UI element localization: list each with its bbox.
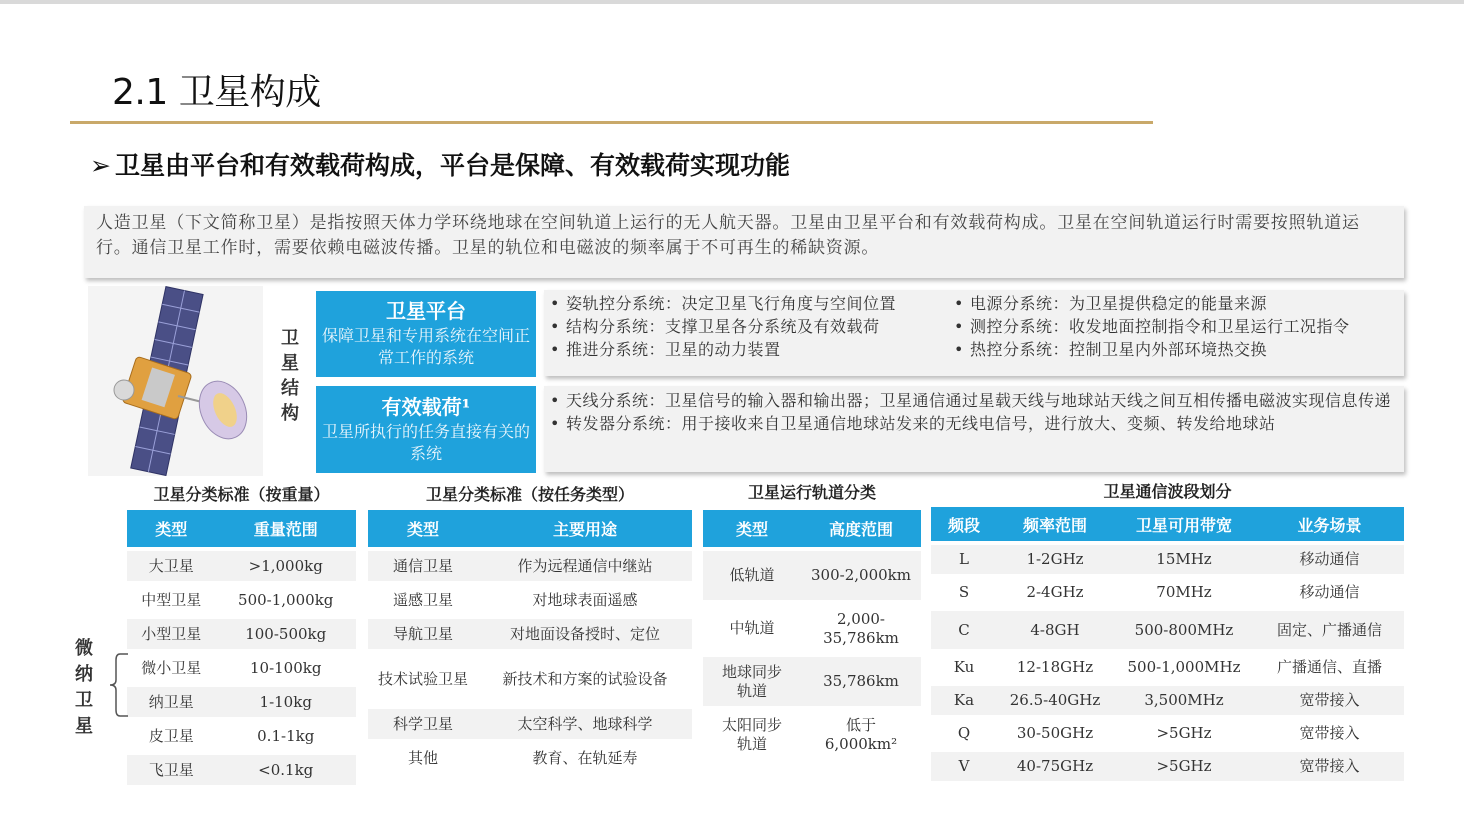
micro-nano-label: 微纳卫星 <box>75 638 93 737</box>
payload-title: 有效载荷¹ <box>381 395 471 419</box>
table-row: 技术试验卫星 新技术和方案的试验设备 <box>368 653 692 705</box>
list-item: • 天线分系统：卫星信号的输入器和输出器；卫星通信通过星载天线与地球站天线之间互相传播电磁波实现信息传递 <box>550 391 1392 410</box>
table-row: 地球同步轨道 35,786km <box>703 657 921 706</box>
table-row: 中轨道 2,000-35,786km <box>703 604 921 653</box>
table-row: V 40-75GHz >5GHz 宽带接入 <box>931 752 1404 781</box>
table-row: C 4-8GH 500-800MHz 固定、广播通信 <box>931 611 1404 649</box>
intro-box <box>84 206 1404 278</box>
table-row: 导航卫星 对地面设备授时、定位 <box>368 619 692 649</box>
bullet-icon: • <box>550 414 560 433</box>
table-row: 大卫星 >1,000kg <box>127 551 356 581</box>
band-table-title: 卫星通信波段划分 <box>1103 482 1232 501</box>
table-header-row <box>127 510 356 547</box>
satellite-image <box>88 286 263 476</box>
header-cell: 卫星可用带宽 <box>1113 507 1255 541</box>
band-table <box>931 503 1404 785</box>
bracket-icon <box>102 652 130 718</box>
mission-table-title: 卫星分类标准（按任务类型） <box>425 485 634 504</box>
orbit-table-title: 卫星运行轨道分类 <box>747 483 876 502</box>
table-row: 皮卫星 0.1-1kg <box>127 721 356 751</box>
platform-box <box>316 291 536 377</box>
subheading <box>90 146 790 182</box>
table-row: 低轨道 300-2,000km <box>703 551 921 600</box>
table-header-row <box>368 510 692 547</box>
intro-text: 人造卫星（下文简称卫星）是指按照天体力学环绕地球在空间轨道上运行的无人航天器。卫星由卫星平台和有效载荷构成。卫星在空间轨道运行时需要按照轨道运行。通信卫星工作时，需要依赖电磁波传播。卫星的轨位和电磁波的频率属于不可再生的稀缺资源。 <box>96 213 1360 258</box>
list-item: • 姿轨控分系统：决定卫星飞行角度与空间位置 <box>550 294 897 313</box>
orbit-table <box>703 506 921 763</box>
list-item: • 热控分系统：控制卫星内外部环境热交换 <box>954 340 1268 359</box>
platform-subsystems <box>544 290 1404 376</box>
structure-vertical-label: 卫星结构 <box>281 328 299 424</box>
table-row: L 1-2GHz 15MHz 移动通信 <box>931 545 1404 574</box>
header-cell: 频率范围 <box>997 507 1113 541</box>
platform-subsystems-left <box>550 292 954 374</box>
list-item: • 转发器分系统：用于接收来自卫星通信地球站发来的无线电信号，进行放大、变频、转发给地球站 <box>550 414 1276 433</box>
table-row: S 2-4GHz 70MHz 移动通信 <box>931 578 1404 607</box>
bullet-icon: • <box>954 294 964 313</box>
header-cell: 类型 <box>368 510 478 547</box>
header-cell: 高度范围 <box>801 510 921 547</box>
platform-title: 卫星平台 <box>386 299 466 323</box>
payload-subsystems <box>544 386 1404 472</box>
table-row: 纳卫星 1-10kg <box>127 687 356 717</box>
table-row: Ku 12-18GHz 500-1,000MHz 广播通信、直播 <box>931 653 1404 682</box>
table-row: 通信卫星 作为远程通信中继站 <box>368 551 692 581</box>
table-row: 科学卫星 太空科学、地球科学 <box>368 709 692 739</box>
table-header-row <box>931 507 1404 541</box>
bullet-icon: • <box>550 294 560 313</box>
header-cell: 主要用途 <box>478 510 692 547</box>
table-row: 微小卫星 10-100kg <box>127 653 356 683</box>
list-item: • 测控分系统：收发地面控制指令和卫星运行工况指令 <box>954 317 1350 336</box>
bullet-icon: • <box>954 317 964 336</box>
table-row: Q 30-50GHz >5GHz 宽带接入 <box>931 719 1404 748</box>
platform-subsystems-right <box>954 292 1350 374</box>
list-item: • 结构分系统：支撑卫星各分系统及有效载荷 <box>550 317 880 336</box>
header-cell: 类型 <box>127 510 215 547</box>
table-row: 中型卫星 500-1,000kg <box>127 585 356 615</box>
list-item: • 电源分系统：为卫星提供稳定的能量来源 <box>954 294 1268 313</box>
list-item: • 推进分系统：卫星的动力装置 <box>550 340 781 359</box>
bullet-icon: • <box>954 340 964 359</box>
payload-desc: 卫星所执行的任务直接有关的系统 <box>321 422 530 463</box>
table-row: 小型卫星 100-500kg <box>127 619 356 649</box>
header-cell: 类型 <box>703 510 801 547</box>
table-row: 其他 教育、在轨延寿 <box>368 743 692 773</box>
platform-desc: 保障卫星和专用系统在空间正常工作的系统 <box>321 326 530 367</box>
bullet-icon: • <box>550 391 560 410</box>
bullet-icon: • <box>550 317 560 336</box>
table-row: 遥感卫星 对地球表面遥感 <box>368 585 692 615</box>
header-cell: 业务场景 <box>1255 507 1404 541</box>
title-underline <box>70 121 1153 124</box>
header-cell: 频段 <box>931 507 997 541</box>
table-row: Ka 26.5-40GHz 3,500MHz 宽带接入 <box>931 686 1404 715</box>
arrow-icon: ➢ <box>90 151 111 180</box>
bullet-icon: • <box>550 340 560 359</box>
table-row: 太阳同步轨道 低于6,000km² <box>703 710 921 759</box>
table-row: 飞卫星 <0.1kg <box>127 755 356 785</box>
mission-table <box>368 506 692 777</box>
page-title: 2.1 卫星构成 <box>112 72 321 113</box>
header-cell: 重量范围 <box>215 510 356 547</box>
weight-table-title: 卫星分类标准（按重量） <box>153 485 330 504</box>
subheading-text: 卫星由平台和有效载荷构成，平台是保障、有效载荷实现功能 <box>114 151 790 180</box>
table-header-row <box>703 510 921 547</box>
payload-box <box>316 386 536 473</box>
top-rule <box>0 0 1464 4</box>
weight-table <box>127 506 356 789</box>
